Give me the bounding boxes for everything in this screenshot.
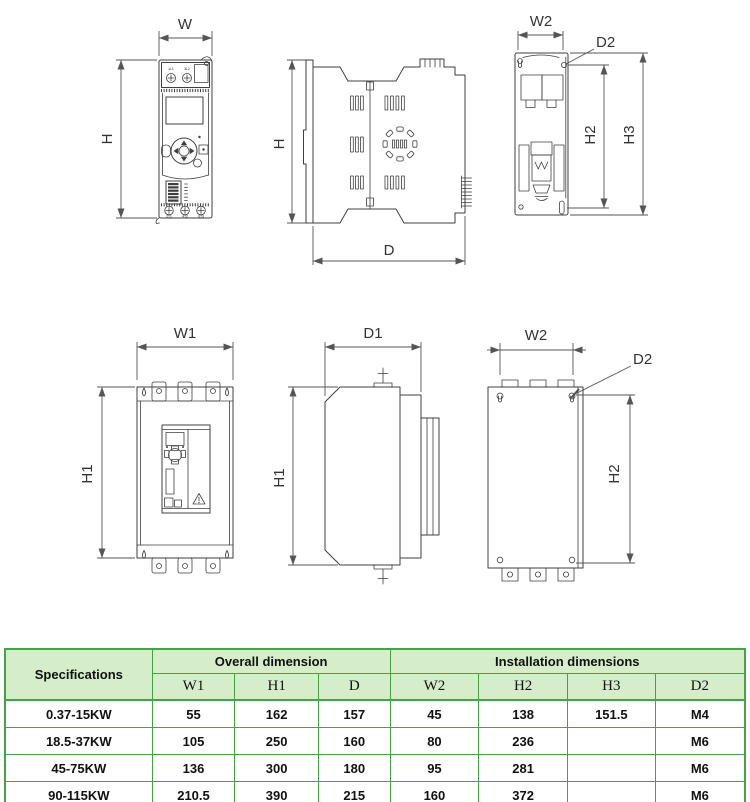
col-header-d2: D2 xyxy=(655,674,745,701)
dim-label-w: W xyxy=(177,16,193,33)
value-cell: 45 xyxy=(390,700,479,728)
value-cell: 157 xyxy=(318,700,390,728)
dim-label-d1: D1 xyxy=(363,325,383,342)
warning-triangle-icon xyxy=(193,494,205,505)
spec-cell: 90-115KW xyxy=(5,782,152,802)
value-cell: M6 xyxy=(655,728,745,755)
heatsink-fins xyxy=(462,176,472,208)
dim-h1 xyxy=(271,387,338,565)
col-header-h3: H3 xyxy=(567,674,655,701)
value-cell: 210.5 xyxy=(152,782,235,802)
col-header-h2: H2 xyxy=(479,674,568,701)
value-cell: 80 xyxy=(390,728,479,755)
drawing-small-back-view xyxy=(495,5,710,240)
value-cell: 151.5 xyxy=(567,700,655,728)
mounting-tabs-bottom xyxy=(143,551,229,574)
table-row xyxy=(5,700,745,728)
value-cell: 55 xyxy=(152,700,235,728)
dim-label-h: H xyxy=(271,138,288,150)
lcd-display xyxy=(166,433,184,446)
table-row xyxy=(5,782,745,802)
terminal-label: 4T2 xyxy=(182,214,188,219)
dim-h1 xyxy=(79,387,135,558)
drawing-large-back-view xyxy=(462,322,697,602)
value-cell: 390 xyxy=(235,782,319,802)
control-panel xyxy=(162,425,210,513)
top-terminal-block xyxy=(162,63,210,88)
dim-label-d: D xyxy=(383,242,395,259)
dip-switch-block xyxy=(166,181,188,204)
spec-cell: 0.37-15KW xyxy=(5,700,152,728)
keypad xyxy=(165,446,186,464)
dim-label-h1: H1 xyxy=(271,468,288,488)
value-cell: 160 xyxy=(390,782,479,802)
dim-w2 xyxy=(518,13,563,50)
value-cell: 215 xyxy=(318,782,390,802)
col-header-d: D xyxy=(318,674,390,701)
dim-h xyxy=(99,60,157,218)
dim-label-h3: H3 xyxy=(621,125,638,145)
value-cell: M6 xyxy=(655,782,745,802)
dim-label-w2: W2 xyxy=(524,327,548,344)
col-header-w1: W1 xyxy=(152,674,235,701)
value-cell xyxy=(567,755,655,782)
header-overall-dimension: Overall dimension xyxy=(152,649,390,674)
dim-label-d2: D2 xyxy=(596,34,616,51)
lcd-display xyxy=(166,97,203,124)
value-cell: 281 xyxy=(479,755,568,782)
dim-h2 xyxy=(576,395,635,563)
value-cell: 300 xyxy=(235,755,319,782)
drawing-small-side-view xyxy=(271,18,493,268)
table-row xyxy=(5,755,745,782)
value-cell xyxy=(567,728,655,755)
col-header-w2: W2 xyxy=(390,674,479,701)
value-cell: 180 xyxy=(318,755,390,782)
terminal-label: 1L1 xyxy=(168,67,174,71)
terminal-label: 2T1 xyxy=(166,214,172,219)
drawing-large-side-view xyxy=(271,322,473,602)
terminal-label: 3L2 xyxy=(184,67,190,71)
value-cell: 105 xyxy=(152,728,235,755)
dim-w1 xyxy=(137,325,233,380)
side-body xyxy=(325,368,439,584)
dim-h2 xyxy=(567,65,609,208)
value-cell: 160 xyxy=(318,728,390,755)
mounting-tabs-top xyxy=(143,382,229,401)
keypad xyxy=(162,136,209,179)
bottom-terminal-block xyxy=(165,206,206,218)
dim-label-h2: H2 xyxy=(582,125,599,145)
mounting-plate xyxy=(488,380,583,581)
col-header-h1: H1 xyxy=(235,674,319,701)
header-installation-dimensions: Installation dimensions xyxy=(390,649,745,674)
value-cell: 372 xyxy=(479,782,568,802)
dim-label-h: H xyxy=(99,133,116,145)
dim-w xyxy=(159,16,212,56)
heatsink-block xyxy=(421,418,439,535)
dim-d2-leader xyxy=(561,34,615,68)
specifications-table xyxy=(4,648,746,802)
drawing-small-front-view xyxy=(100,5,280,250)
dim-label-d2: D2 xyxy=(633,351,653,368)
value-cell: 162 xyxy=(235,700,319,728)
value-cell: M6 xyxy=(655,755,745,782)
fan-icon xyxy=(383,127,417,161)
table-row xyxy=(5,728,745,755)
header-specifications: Specifications xyxy=(5,649,152,700)
din-rail-clip xyxy=(519,142,564,214)
value-cell: 95 xyxy=(390,755,479,782)
device-outline xyxy=(137,387,233,558)
value-cell: 250 xyxy=(235,728,319,755)
dim-label-w2: W2 xyxy=(529,13,553,30)
value-cell: 236 xyxy=(479,728,568,755)
spec-cell: 45-75KW xyxy=(5,755,152,782)
value-cell: 136 xyxy=(152,755,235,782)
value-cell: 138 xyxy=(479,700,568,728)
dim-label-h2: H2 xyxy=(606,464,623,484)
spec-cell: 18.5-37KW xyxy=(5,728,152,755)
rear-plate xyxy=(400,395,421,558)
value-cell: M4 xyxy=(655,700,745,728)
dim-w2 xyxy=(487,327,586,375)
dim-label-h1: H1 xyxy=(79,464,96,484)
terminal-label: 6T3 xyxy=(198,214,204,219)
dim-d1 xyxy=(325,325,421,396)
drawing-large-front-view xyxy=(70,322,280,597)
value-cell xyxy=(567,782,655,802)
dim-label-w1: W1 xyxy=(173,325,197,342)
